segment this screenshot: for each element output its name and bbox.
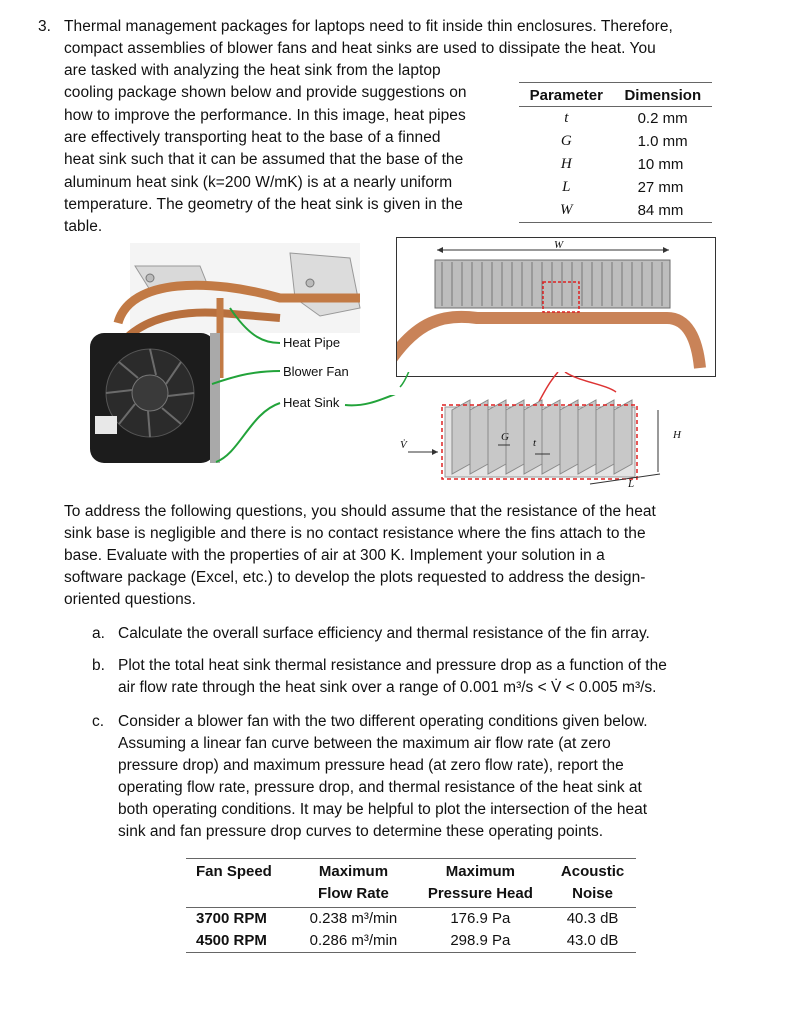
fin-schematic bbox=[390, 372, 720, 497]
param-value: 0.2 mm bbox=[637, 110, 688, 127]
header-noise bbox=[549, 859, 636, 908]
table-row bbox=[519, 176, 712, 199]
part-line: pressure drop) and maximum pressure head (at zero flow rate), report the bbox=[118, 757, 624, 774]
max-head: 176.9 Pa bbox=[450, 910, 511, 927]
flow-arrow-head bbox=[432, 449, 438, 455]
assumption-line: sink base is negligible and there is no contact resistance where the fins attach to the bbox=[64, 525, 646, 542]
param-symbol: L bbox=[562, 179, 571, 195]
table-row bbox=[519, 107, 712, 131]
callout-heat-pipe: Heat Pipe bbox=[283, 335, 341, 350]
header-line: Fan Speed bbox=[196, 863, 272, 880]
header-max-flow bbox=[295, 859, 411, 908]
intro-line: heat sink such that it can be assumed that the base of the bbox=[64, 151, 464, 168]
parameter-table bbox=[519, 82, 712, 223]
part-line: both operating conditions. It may be helpful to plot the intersection of the heat bbox=[118, 801, 648, 818]
header-parameter: Parameter bbox=[519, 83, 614, 107]
fin bbox=[470, 400, 488, 474]
part-line: Assuming a linear fan curve between the maximum air flow rate (at zero bbox=[118, 735, 611, 752]
table-row bbox=[186, 930, 636, 953]
part-label: a. bbox=[92, 625, 105, 642]
callout-heat-sink: Heat Sink bbox=[283, 395, 340, 410]
param-symbol: t bbox=[564, 110, 569, 126]
param-value: 10 mm bbox=[637, 156, 684, 173]
callout-line-heat-sink bbox=[216, 403, 280, 462]
header-line: Acoustic bbox=[560, 863, 625, 880]
dimension-w-label: W bbox=[554, 239, 564, 251]
header-max-head bbox=[412, 859, 550, 908]
fin bbox=[542, 400, 560, 474]
param-value: 27 mm bbox=[637, 179, 684, 196]
noise: 40.3 dB bbox=[566, 910, 619, 927]
table-row bbox=[519, 130, 712, 153]
part-line: Consider a blower fan with the two different operating conditions given below. bbox=[118, 713, 648, 730]
fin-stack bbox=[210, 333, 220, 463]
header-dimension: Dimension bbox=[614, 83, 712, 107]
header-line: Maximum bbox=[445, 863, 515, 880]
intro-line: aluminum heat sink (k=200 W/mK) is at a nearly uniform bbox=[64, 174, 453, 191]
heat-sink-photo bbox=[396, 237, 716, 377]
heat-sink-photo-drawing bbox=[397, 238, 715, 376]
intro-line: are tasked with analyzing the heat sink from the laptop bbox=[64, 62, 441, 79]
screw bbox=[306, 279, 314, 287]
arrow-head bbox=[437, 247, 443, 253]
intro-line: cooling package shown below and provide suggestions on bbox=[64, 84, 467, 101]
part-label: c. bbox=[92, 713, 105, 730]
intro-line: table. bbox=[64, 218, 103, 235]
arrow-head bbox=[663, 247, 669, 253]
header-line: Pressure Head bbox=[427, 885, 533, 902]
fin bbox=[560, 400, 578, 474]
callout-blower-fan: Blower Fan bbox=[283, 364, 349, 379]
cooling-assembly-photo bbox=[90, 238, 390, 478]
dimension-t-label: t bbox=[533, 437, 537, 449]
intro-line: how to improve the performance. In this image, heat pipes bbox=[64, 107, 466, 124]
noise: 43.0 dB bbox=[549, 930, 636, 953]
table-row bbox=[519, 153, 712, 176]
fan-speed: 4500 RPM bbox=[186, 930, 295, 953]
intro-line: are effectively transporting heat to the base of a finned bbox=[64, 129, 441, 146]
part-label: b. bbox=[92, 657, 105, 674]
fan-speed: 3700 RPM bbox=[196, 910, 267, 927]
question-number: 3. bbox=[38, 18, 51, 35]
param-symbol: G bbox=[560, 133, 572, 149]
table-row bbox=[186, 908, 636, 931]
max-head: 298.9 Pa bbox=[412, 930, 550, 953]
part-line: sink and fan pressure drop curves to determine these operating points. bbox=[118, 823, 604, 840]
assumption-line: To address the following questions, you should assume that the resistance of the heat bbox=[64, 503, 656, 520]
dimension-v-label: V̇ bbox=[400, 439, 407, 451]
header-fan-speed bbox=[186, 859, 295, 908]
header-line: Maximum bbox=[318, 863, 389, 880]
intro-line: Thermal management packages for laptops need to fit inside thin enclosures. Therefore, bbox=[64, 18, 673, 35]
fan-label-sticker bbox=[95, 416, 117, 434]
assumption-line: oriented questions. bbox=[64, 591, 196, 608]
connector-line bbox=[400, 372, 430, 387]
param-value: 84 mm bbox=[614, 199, 712, 223]
fan-table-header bbox=[186, 859, 636, 908]
dimension-h-label: H bbox=[673, 429, 681, 441]
param-symbol: H bbox=[560, 156, 572, 172]
fan-table bbox=[186, 858, 636, 953]
part-line: air flow rate through the heat sink over a range of 0.001 m³/s < V̇ < 0.005 m³/s. bbox=[118, 679, 657, 696]
parameter-table-header bbox=[519, 83, 712, 107]
dimension-l-label: L bbox=[628, 478, 635, 490]
fin bbox=[578, 400, 596, 474]
intro-line: compact assemblies of blower fans and heat sinks are used to dissipate the heat. You bbox=[64, 40, 656, 57]
part-line: Calculate the overall surface efficiency and thermal resistance of the fin array. bbox=[118, 625, 650, 642]
max-flow: 0.238 m³/min bbox=[309, 910, 398, 927]
assumption-line: base. Evaluate with the properties of air at 300 K. Implement your solution in a bbox=[64, 547, 605, 564]
fin-array bbox=[445, 400, 635, 477]
fin bbox=[614, 400, 632, 474]
fan-hub bbox=[132, 375, 168, 411]
assumption-line: software package (Excel, etc.) to develop the plots requested to address the design- bbox=[64, 569, 646, 586]
intro-line: temperature. The geometry of the heat sink is given in the bbox=[64, 196, 463, 213]
header-line: Noise bbox=[572, 885, 613, 902]
part-line: operating flow rate, pressure drop, and thermal resistance of the heat sink at bbox=[118, 779, 642, 796]
table-row bbox=[519, 199, 712, 223]
dimension-g-label: G bbox=[501, 431, 509, 443]
fin bbox=[596, 400, 614, 474]
fin bbox=[452, 400, 470, 474]
connector-line bbox=[565, 372, 616, 392]
part-line: Plot the total heat sink thermal resistance and pressure drop as a function of the bbox=[118, 657, 667, 674]
param-symbol: W bbox=[519, 199, 614, 223]
param-value: 1.0 mm bbox=[637, 133, 688, 150]
screw bbox=[146, 274, 154, 282]
max-flow: 0.286 m³/min bbox=[295, 930, 411, 953]
header-line: Flow Rate bbox=[318, 885, 389, 902]
